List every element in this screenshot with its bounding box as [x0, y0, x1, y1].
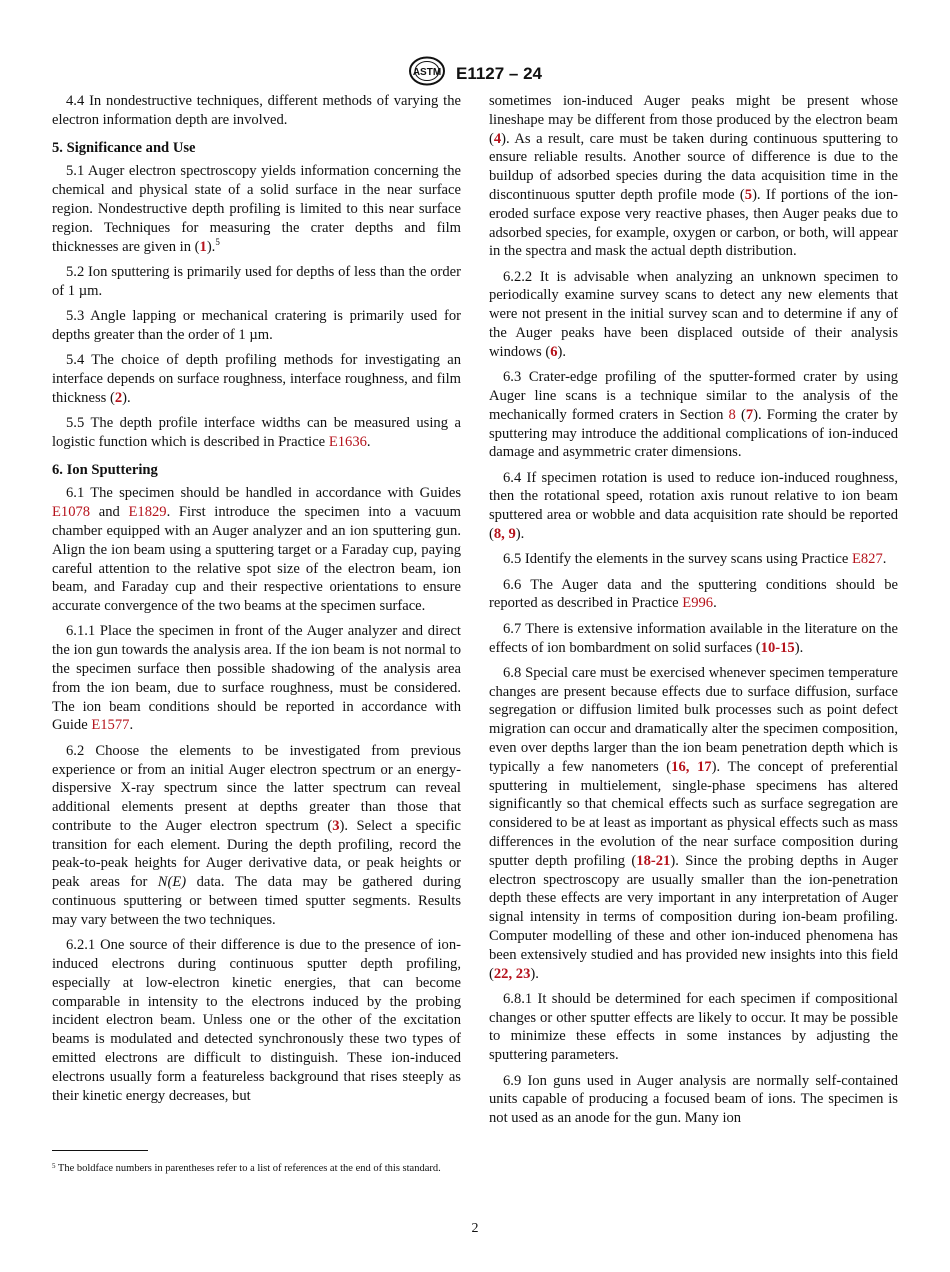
para-5-5: 5.5 The depth profile interface widths can be measured using a logistic function which is described in Practice E1636. [52, 414, 461, 450]
para-6-9: 6.9 Ion guns used in Auger analysis are normally self-contained units capable of producing a focused beam of ions. The specimen is not used as an anode for the gun. Many ion [489, 1072, 898, 1127]
para-6-1-1: 6.1.1 Place the specimen in front of the Auger analyzer and direct the ion gun towards the analysis area. If the ion beam is not normal to the specimen surface then possible shadowing of the analysis area from the ion beam, due to surface roughness, must be considered. The ion beam conditions should be reported in accordance with Guide E1577. [52, 623, 461, 734]
standard-link-e1636[interactable]: E1636 [328, 433, 367, 450]
reference-link[interactable]: 6 [550, 343, 558, 360]
para-6-1: 6.1 The specimen should be handled in accordance with Guides E1078 and E1829. First introduce the specimen into a vacuum chamber equipped with an Auger analyzer and an ion sputtering gun. Align the ion beam using a sputtering target or a Faraday cup, paying careful attention to the relative spot size of the electron beam, ion beam, and Faraday cup and their respective orientations to ensure accurate convergence of the two beams at the specimen surface. [52, 485, 461, 615]
reference-link[interactable]: 7 [745, 406, 754, 423]
para-6-3: 6.3 Crater-edge profiling of the sputter-formed crater by using Auger line scans is a technique similar to the analysis of the mechanically formed craters in Section 8 (7). Forming the crater by sputtering may introduce the additional complications of ion-induced damage and asymmetric crater dimensions. [489, 369, 898, 461]
para-6-4: 6.4 If specimen rotation is used to reduce ion-induced roughness, then the rotational speed, rotation axis runout relative to ion beam sputtered area or wobble and data acquisition rate should be reported (8, 9). [489, 469, 898, 543]
para-6-5: 6.5 Identify the elements in the survey scans using Practice E827. [503, 551, 887, 568]
reference-link[interactable]: 3 [332, 817, 340, 834]
page-number: 2 [471, 1221, 479, 1236]
para-6-2-2: 6.2.2 It is advisable when analyzing an unknown specimen to periodically examine survey scans to detect any new elements that were not present in the initial survey scan and to determine if any of the Auger peaks have been displaced outside of their analysis windows (6). [489, 268, 898, 360]
para-6-2-1-continued: sometimes ion-induced Auger peaks might be present whose lineshape may be different from those produced by the electron beam (4). As a result, care must be taken during continuous sputtering to ensure reliable results. Another source of difference is due to the buildup of adsorbed species during the data acquisition time in the discontinuous sputter depth profile mode (5). If portions of the ion-eroded surface expose very reactive phases, then Auger peaks due to adsorbed species, for example, oxygen or carbon, or both, will appear in the spectra and mask the actual depth distribution. [489, 93, 898, 260]
para-5-3: 5.3 Angle lapping or mechanical cratering is primarily used for depths greater than the order of 1 µm. [52, 307, 461, 343]
reference-link[interactable]: 5 [744, 186, 753, 203]
footnote: $^5$ The boldface numbers in parentheses refer to a list of references at the end of this standard. [52, 1162, 441, 1174]
standard-link-e996[interactable]: E996 [682, 595, 714, 612]
reference-link[interactable]: 4 [493, 130, 502, 147]
reference-link[interactable]: 2 [114, 389, 123, 406]
footnote-divider [52, 1150, 148, 1151]
section-5-heading: 5. Significance and Use [52, 139, 196, 156]
reference-link[interactable]: 16, 17 [671, 758, 712, 775]
right-column [489, 92, 898, 1134]
para-4-4: 4.4 In nondestructive techniques, different methods of varying the electron information depth are involved. [52, 93, 461, 128]
standard-link-e1078[interactable]: E1078 [52, 504, 91, 521]
footnote-marker[interactable]: 5 [215, 236, 220, 247]
reference-link[interactable]: 10-15 [760, 639, 795, 656]
standard-link-e1829[interactable]: E1829 [128, 504, 167, 521]
reference-link[interactable]: 8, 9 [493, 526, 516, 543]
section-link-8[interactable]: 8 [728, 406, 736, 423]
reference-link[interactable]: 1 [199, 238, 207, 255]
svg-text:ASTM: ASTM [412, 67, 442, 78]
standard-link-e1577[interactable]: E1577 [91, 717, 130, 734]
standard-designation: E1127 – 24 [455, 63, 543, 83]
para-6-6: 6.6 The Auger data and the sputtering conditions should be reported as described in Practice E996. [489, 576, 898, 612]
para-6-7: 6.7 There is extensive information available in the literature on the effects of ion bombardment on solid surfaces (10-15). [489, 620, 898, 656]
para-5-4: 5.4 The choice of depth profiling methods for investigating an interface depends on surface roughness, interface roughness, and film thickness (2). [52, 352, 461, 406]
para-6-2: 6.2 Choose the elements to be investigated from previous experience or from an initial Auger electron spectrum or an energy-dispersive X-ray spectrum since the latter spectrum can reveal additional elements present at depths greater than those that contribute to the Auger electron spectrum (3). Select a specific transition for each element. During the depth profiling, record the peak-to-peak heights for Auger derivative data, or peak heights or peak areas for N(E) data. The data may be gathered during continuous sputtering or between timed sputter segments. Results may vary between the two techniques. [52, 742, 462, 928]
para-6-8-1: 6.8.1 It should be determined for each specimen if compositional changes or other sputter effects are likely to occur. It may be possible to minimize these effects in some instances by adjusting the sputtering parameters. [489, 990, 898, 1064]
section-6-heading: 6. Ion Sputtering [52, 461, 158, 478]
astm-logo-icon [408, 56, 446, 91]
para-6-8: 6.8 Special care must be exercised whenever specimen temperature changes are present because effects due to surface diffusion, surface segregation or diffusion limited bulk processes such as point defect migration can occur and dramatically alter the specimen composition, even over depths larger than the ion beam penetration depth which is typically a few nanometers (16, 17). The concept of preferential sputtering in multielement, single-phase specimens has altered significantly so that chemical effects such as surface segregation are considered to be at least as important as physical effects such as mass differences in the evolution of the near surface composition during sputter depth profiling (18-21). Since the probing depths in Auger electron spectroscopy are usually smaller than the ion-penetration depth these effects are very important in any interpretation of Auger signal intensity in terms of composition during ion-beam profiling. Computer modelling of these and other ion-induced phenomena has been extensively studied and has provided new insights into this field (22, 23). [489, 664, 899, 982]
para-5-2: 5.2 Ion sputtering is primarily used for depths of less than the order of 1 µm. [52, 263, 461, 299]
footnote-number: 5 [52, 1162, 56, 1170]
para-6-2-1: 6.2.1 One source of their difference is due to the presence of ion-induced electrons during continuous sputter depth profiling, especially at low-electron kinetic energies, that can become comparable in intensity to the electrons induced by the probing incident electron beam. Unless one or the other of the excitation beams is modulated and detected synchronously these two types of emitted electrons are difficult to distinguish. These ion-induced electrons usually form a featureless background that rises steeply as their kinetic energy decreases, but [52, 937, 461, 1104]
page-header [0, 56, 950, 86]
italic-term: N(E) [157, 874, 187, 891]
left-column [52, 92, 461, 1112]
para-5-1: 5.1 Auger electron spectroscopy yields information concerning the chemical and physical state of a solid surface in the near surface region. Nondestructive depth profiling is limited to this near surface region. Techniques for measuring the crater depths and film thicknesses are given in (1).$^5$ [52, 163, 461, 255]
reference-link[interactable]: 22, 23 [493, 965, 531, 982]
standard-link-e827[interactable]: E827 [851, 551, 883, 568]
reference-link[interactable]: 18-21 [636, 852, 671, 869]
